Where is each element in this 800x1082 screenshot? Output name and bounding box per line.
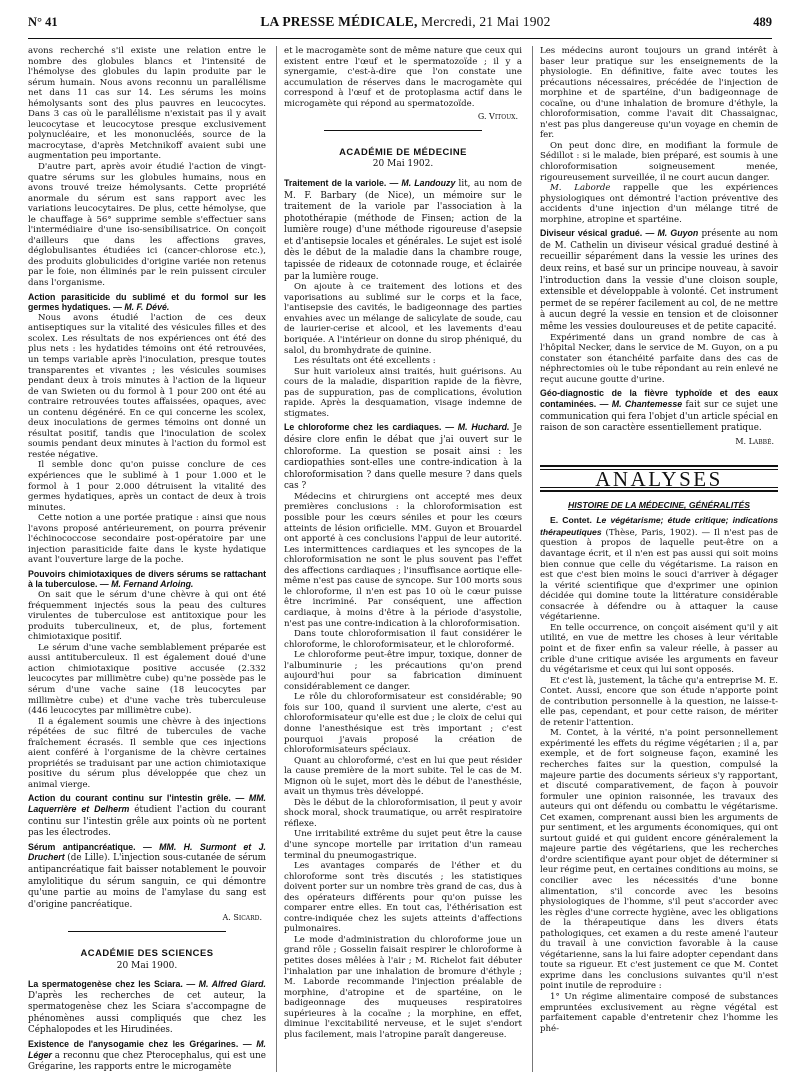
article-heading: [540, 228, 778, 332]
heading-body: (de Lille). L'injection sous-cutanée de sérum antipancréatique fait baisser notablement le pouvoir amylolitique du sérum sanguin, ce qui démontre qu'une partie au moins de l'amylase du sang est d'origine pancréatique.: [28, 853, 266, 910]
paragraph-text: rappelle que les expériences physiologiques ont démontré l'action préventive des accidents d'une injection d'un mélange titré de morphine, atropine et spartéine.: [540, 183, 778, 225]
paragraph: 1° Un régime alimentaire composé de substances empruntées exclusivement au règne végétal est parfaitement capable d'entretenir chez l'homme les phé-: [540, 992, 778, 1034]
heading-title: Géo-diagnostic de la fièvre typhoïde et des eaux contaminées.: [540, 388, 778, 409]
column-2: [284, 46, 522, 1076]
article-heading: [284, 178, 522, 282]
heading-author: — M. Landouzy: [389, 177, 456, 188]
column-1: [28, 46, 266, 1076]
paragraph: Sur huit varioleux ainsi traités, huit guérisons. Au cours de la maladie, disparition rapide de la fièvre, pas de suppuration, pas de complications, évolution rapide. Après la desquamation, visage indemne de stigmates.: [284, 366, 522, 419]
article-heading: [28, 292, 266, 313]
heading-body: étudient l'action du courant continu sur l'intestin grêle aux points où ne portent pas les électrodes.: [28, 805, 266, 839]
heading-title: Diviseur vésical gradué.: [540, 228, 643, 239]
heading-author: — M. Chantemesse: [599, 398, 683, 409]
issue-date: Mercredi, 21 Mai 1902: [421, 14, 551, 29]
article-heading: [28, 979, 266, 1036]
paragraph: Dès le début de la chloroformisation, il peut y avoir shock moral, shock traumatique, ou arrêt respiratoire réflexe.: [284, 797, 522, 829]
paragraph: Dans toute chloroformisation il faut considérer le chloroforme, le chloroformisateur, et le chloroformé.: [284, 629, 522, 650]
article-heading: [284, 422, 522, 492]
heading-title: Le chloroforme chez les cardiaques.: [284, 422, 442, 433]
heading-body: fait sur ce sujet une communication qui fera l'objet d'un article spécial en raison de son caractère essentiellement pratique.: [540, 399, 778, 434]
heading-author: — M. Guyon: [645, 228, 699, 239]
paragraph: Une irritabilité extrême du sujet peut être la cause d'une syncope mortelle par irritation d'un rameau terminal du pneumogastrique.: [284, 829, 522, 861]
heading-author: — M. Fernand Arloing.: [99, 579, 194, 590]
paragraph: Le mode d'administration du chloroforme joue un grand rôle ; Gosselin faisait respirer le chloroforme à petites doses mêlées à l'air ; M. Richelot fait débuter l'inhalation par une inhalation de bromure d'éthyle ; M. Laborde recommande l'injection préalable de morphine, d'atropine et de spartéine, on le badigeonnage des muqueuses respiratoires supérieures à la cocaïne ; la morphine, en effet, diminue l'excitabilité nerveuse, et le sujet s'endort plus facilement, mais l'atropine paraît dangereuse.: [284, 934, 522, 1040]
column-rule-1: [276, 46, 277, 1072]
heading-title: Action parasiticide du sublimé et du formol sur les germes hydatiques.: [28, 291, 266, 313]
heading-author: — M. Alfred Giard.: [186, 979, 266, 990]
analyses-title: ANALYSES: [595, 466, 723, 491]
paragraph-text: — Il n'est pas de question à propos de laquelle peut-être on a davantage écrit, et il n'en est pas aussi qui soit moins bien connue que celle du végétarisme. La raison en est que c'est bien moins le souci d'arriver à dégager la vérité scientifique que d'exprimer une opinion décidée qui domine toute la littérature considérable consacrée à défendre ou à attaquer la cause végétarienne.: [540, 527, 778, 623]
article-heading: [540, 388, 778, 433]
section-date: 20 Mai 1902.: [372, 159, 434, 170]
review-title: Le végétarisme; étude critique; indications thérapeutiques: [540, 515, 778, 537]
paragraph: Cette notion a une portée pratique : ainsi que nous l'avons proposé antérieurement, on pourra prévenir l'échinococcose secondaire post-opératoire par une injection parasiticide faite dans le kyste hydatique avant l'ouverture large de la poche.: [28, 513, 266, 566]
paragraph: et le macrogamète sont de même nature que ceux qui existent entre l'œuf et le spermatozoïde ; il y a synergamie, c'est-à-dire que l'on constate une accumulation de réserves dans le macrogamète qui correspond à l'œuf et de protoplasma actif dans le microgamète qui répond au spermatozoïde.: [284, 46, 522, 109]
journal-name: LA PRESSE MÉDICALE,: [260, 14, 418, 29]
heading-title: Action du courant continu sur l'intestin grêle.: [28, 793, 231, 804]
heading-title: Traitement de la variole.: [284, 177, 387, 188]
column-3: [540, 46, 778, 1076]
paragraph: Le chloroforme peut-être impur, toxique, donner de l'albuminurie ; les précautions qu'on prend aujourd'hui pour sa fabrication diminuent considérablement ce danger.: [284, 650, 522, 692]
section-title: ACADÉMIE DE MÉDECINE: [339, 145, 467, 157]
paragraph: Et c'est là, justement, la tâche qu'a entreprise M. E. Contet. Aussi, encore que son étude n'apporte point de contribution personnelle à la question, ne laisse-t-elle pas, cependant, et pour cette raison, de mériter de retenir l'attention.: [540, 675, 778, 728]
paragraph: D'autre part, après avoir étudié l'action de vingt-quatre sérums sur les globules humains, nous en avons trouvé treize hémolysants. Cette propriété anormale du sérum est sans rapport avec les variations leucocytaires. De plus, cette hémolyse, que le chauffage à 56° supprime semble s'effectuer sans l'intermédiaire d'une iso-sensibilisatrice. On conçoit d'ailleurs que dans les affections graves, déglobulisantes étudiées ici (cancer-chlorose etc.), des produits globulicides d'origine variée non retenus par le foie, non éliminés par le rein puissent circuler dans l'organisme.: [28, 162, 266, 289]
heading-body: lit, au nom de M. F. Barbary (de Nice), un mémoire sur le traitement de la variole par l'association à la photothérapie (méthode de Finsen; action de la lumière rouge) d'une méthode rigoureuse d'asepsie et d'antisepsie locales et générales. Le sujet est isolé dès le début de la maladie dans la chambre rouge, tapissée de rideaux de cotonnade rouge, et éclairée par la lumière rouge.: [284, 178, 522, 282]
heading-author: — M. Léger: [28, 1039, 266, 1060]
journal-masthead: [260, 14, 550, 30]
paragraph-author: M. Laborde: [550, 183, 611, 194]
heading-author: — M. F. Dévé.: [113, 302, 170, 313]
paragraph: On ajoute à ce traitement des lotions et des vaporisations au sublimé sur le corps et la face, l'antisepsie des cavités, le badigeonnage des parties envahies avec un mélange de salicylate de soude, cau de laurier-cerise et alcool, et les lavements d'eau boriquée. A l'intérieur on donne du sirop phéniqué, du salol, du bromhydrate de quinine.: [284, 282, 522, 356]
paragraph: Les médecins auront toujours un grand intérêt à baser leur pratique sur les enseignements de la physiologie. En définitive, faite avec toutes les précautions nécessaires, précédée de l'injection de morphine et de spartéine, d'un badigeonnage de cocaïne, ou d'une inhalation de bromure d'éthyle, la chloroformisation, comme l'avait dit Chassaignac, n'est pas plus dangereuse qu'un voyage en chemin de fer.: [540, 46, 778, 141]
page-number: 489: [753, 15, 772, 29]
heading-author: — M. Huchard.: [445, 422, 510, 433]
article-heading: [28, 569, 266, 590]
paragraph: [540, 183, 778, 225]
paragraph: Il semble donc qu'on puisse conclure de ces expériences que le sublimé à 1 pour 1.000 et le formol à 1 pour 2.000 détruisent la vitalité des germes hydatiques, après un contact de deux à trois minutes.: [28, 460, 266, 513]
paragraph: M. Contet, à la vérité, n'a point personnellement expérimenté les effets du régime végétarien ; il a, par exemple, et de fort soigneuse façon, examiné les recherches faites sur la question, compulsé la majeure partie des documents sérieux s'y rapportant, et discuté comparativement, de façon à pouvoir formuler une opinion raisonnée, les travaux des auteurs qui ont défendu ou combattu le végétarisme. Cet examen, comprenant aussi bien les arguments de pur sentiment, et les arguments économiques, qui ont surtout guidé et qui guident encore généralement la majeure partie des végétariens, que les recherches d'ordre scientifique ayant pour objet de déterminer si leur régime peut, en certaines conditions au moins, se concilier avec les nécessités d'une bonne alimentation, s'il concorde avec les besoins physiologiques de l'homme, s'il peut s'accorder avec les règles d'une correcte hygiène, avec les obligations de la thérapeutique dans les divers états pathologiques, cet examen a du reste amené l'auteur du travail à une conviction favorable à la cause végétarienne, sans la lui faire adopter cependant dans toute sa rigueur. Et c'est justement ce que M. Contet exprime dans les conclusions suivantes qu'il n'est point inutile de reproduire :: [540, 728, 778, 992]
paragraph: Il a également soumis une chèvre à des injections répétées de suc filtré de tubercules de vache fraîchement écrasés. Il semble que ces injections aient conféré à l'organisme de la chèvre certaines propriétés se traduisant par une action chimiotaxique positive du sérum plus développée que chez un animal vierge.: [28, 716, 266, 790]
section-title: ACADÉMIE DES SCIENCES: [80, 946, 214, 958]
heading-title: Sérum antipancréatique.: [28, 841, 136, 852]
paragraph: On peut donc dire, en modifiant la formule de Sédillot : si le malade, bien préparé, est soumis à une chloroformisation soigneusement menée, rigoureusement surveillée, il ne court aucun danger.: [540, 140, 778, 183]
paragraph: Les avantages comparés de l'éther et du chloroforme sont très discutés ; les statistiques doivent porter sur un nombre très grand de cas, dus à des opérateurs différents pour qu'on puisse les comparer entre elles. En tout cas, l'éthérisation est contre-indiquée chez les sujets atteints d'affections pulmonaires.: [284, 861, 522, 935]
heading-body: D'après les recherches de cet auteur, la spermatogenèse chez les Sciara s'accompagne de phénomènes aussi compliqués que chez les Céphalopodes et les Hirudinées.: [28, 990, 266, 1036]
heading-title: La spermatogenèse chez les Sciara.: [28, 979, 183, 990]
heading-body: a reconnu que chez Pterocephalus, qui est une Grégarine, les rapports entre le microgamète: [28, 1050, 266, 1073]
signature: G. Vitoux.: [477, 112, 518, 122]
article-heading: [28, 1039, 266, 1073]
heading-title: Pouvoirs chimiotaxiques de divers sérums se rattachant à la tuberculose.: [28, 568, 266, 590]
paragraph: En telle occurrence, on conçoit aisément qu'il y ait utilité, en vue de mettre les choses à leur véritable point et de fixer enfin sa valeur réelle, à passer au crible d'une critique avisée les arguments en faveur du végétarisme et ceux qui lui sont opposés.: [540, 622, 778, 676]
paragraph: Expérimenté dans un grand nombre de cas à l'hôpital Necker, dans le service de M. Guyon, on a pu constater son étanchéité parfaite dans des cas de néphrectomies où le tube répondant au rein enlevé ne reçut aucune goutte d'urine.: [540, 332, 778, 385]
signature: A. Sicard.: [222, 913, 262, 923]
paragraph: [540, 515, 778, 622]
paragraph: avons recherché s'il existe une relation entre le nombre des globules blancs et l'intensité de l'hémolyse des globules du lapin produite par le sérum humain. Nous avons reconnu un parallélisme net dans 11 cas sur 14. Les sérums les moins hémolysants sont des plus pauvres en leucocytes. Dans 3 cas où le parallélisme n'existait pas il y avait leucocytase et leucocytose presque exclusivement polynucléaire, et les mononucléés, source de la macrocytase, d'après Metchnikoff avaient subi une augmentation peu importante.: [28, 46, 266, 162]
heading-author: — MM. H. Surmont et J. Druchert: [28, 841, 266, 863]
heading-title: Existence de l'anysogamie chez les Grégarines.: [28, 1039, 239, 1050]
heading-body: présente au nom de M. Cathelin un diviseur vésical gradué destiné à recueillir séparément dans la vessie les urines des deux reins, et basé sur un principe nouveau, à savoir l'introduction dans la vessie d'une cloison souple, extensible et développable à volonté. Cet instrument permet de se repérer facilement au col, de ne mettre à aucun degré la vessie en tension et de cloisonner même les vessies douloureuses et de petite capacité.: [540, 229, 778, 333]
paragraph: Nous avons étudié l'action de ces deux antiseptiques sur la vitalité des vésicules filles et des scolex. Les résultats de nos expériences ont été des plus nets : les hydatides témoins ont été retrouvées, un temps variable après l'inoculation, presque toutes transparentes et vivantes ; les vésicules soumises pendant deux à trois minutes à l'action de la liqueur de van Swieten ou du formol à 1 pour 200 ont été au contraire retrouvées toutes affaissées, opaques, avec un contenu dégénéré. En ce qui concerne les scolex, deux inoculations de germes témoins ont donné un résultat positif, tandis que l'inoculation de scolex soumis pendant deux minutes à l'action du formol est restée négative.: [28, 312, 266, 460]
signature: M. Labbé.: [735, 436, 774, 446]
analyses-banner: [540, 465, 778, 492]
paragraph: On sait que le sérum d'une chèvre à qui ont été fréquemment injectés sous la peau des cultures virulentes de tuberculose est antitoxique pour les produits tuberculineux, et, de plus, fortement chimiotaxique positif.: [28, 590, 266, 643]
article-heading: [28, 793, 266, 838]
review-author: E. Contet.: [550, 515, 592, 526]
heading-body: Je désire clore enfin le débat que j'ai ouvert sur le chloroforme. La question se posait ainsi : les cardiopathies sont-elles une contre-indication à la chloroformisation ? dans quelle mesure ? dans quels cas ?: [284, 423, 522, 492]
review-reference: (Thèse, Paris, 1902).: [605, 527, 698, 538]
paragraph: Médecins et chirurgiens ont accepté mes deux premières conclusions : la chloroformisation est possible pour les cœurs séniles et pour les cœurs atteints de lésion orificielle. MM. Guyon et Brouardel ont apporté à ces conclusions l'appui de leur autorité. Les intermittences cardiaques et les syncopes de la chloroformisation ne sont le plus souvent pas l'effet des affections cardiaques ; l'insuffisance aortique elle-même n'est pas cause de syncope. Sur 100 morts sous le chloroforme, il n'en est pas 10 où le cœur puisse être incriminé. Par conséquent, une affection cardiaque, à moins d'être à la période d'asystolie, n'est pas une contre-indication à la chloroformisation.: [284, 491, 522, 629]
paragraph: Quant au chloroformé, c'est en lui que peut résider la cause première de la mort subite. Tel le cas de M. Mignon où le sujet, mort dès le début de l'anesthésie, avait un thymus très développé.: [284, 755, 522, 798]
running-header: [28, 14, 772, 39]
analyses-subtitle: HISTOIRE DE LA MÉDECINE, GÉNÉRALITÉS: [568, 499, 750, 510]
paragraph: Le sérum d'une vache semblablement préparée est aussi antituberculeux. Il est également doué d'une action chimiotaxique positive accusée (2.332 leucocytes par millimètre cube) qu'ne possède pas le sérum d'une vache saine (18 leucocytes par millimètre cube) et d'une vache très tuberculeuse (446 leucocytes par millimètre cube).: [28, 642, 266, 717]
section-divider: [324, 130, 482, 131]
issue-number: N° 41: [28, 15, 58, 29]
heading-author: — MM. Laquerrière et Delherm: [28, 793, 266, 815]
paragraph: Les résultats ont été excellents :: [294, 356, 436, 367]
section-divider: [68, 931, 226, 932]
paragraph: Le rôle du chloroformisateur est considérable; 90 fois sur 100, quand il survient une alerte, c'est au chloroformisateur qu'elle est due ; le cloix de celui qui donne l'anesthésique est très important ; c'est pourquoi j'avais proposé la création de chloroformisateurs spéciaux.: [284, 692, 522, 756]
column-rule-2: [532, 46, 533, 1072]
article-heading: [28, 842, 266, 911]
section-date: 20 Mai 1900.: [116, 960, 178, 971]
